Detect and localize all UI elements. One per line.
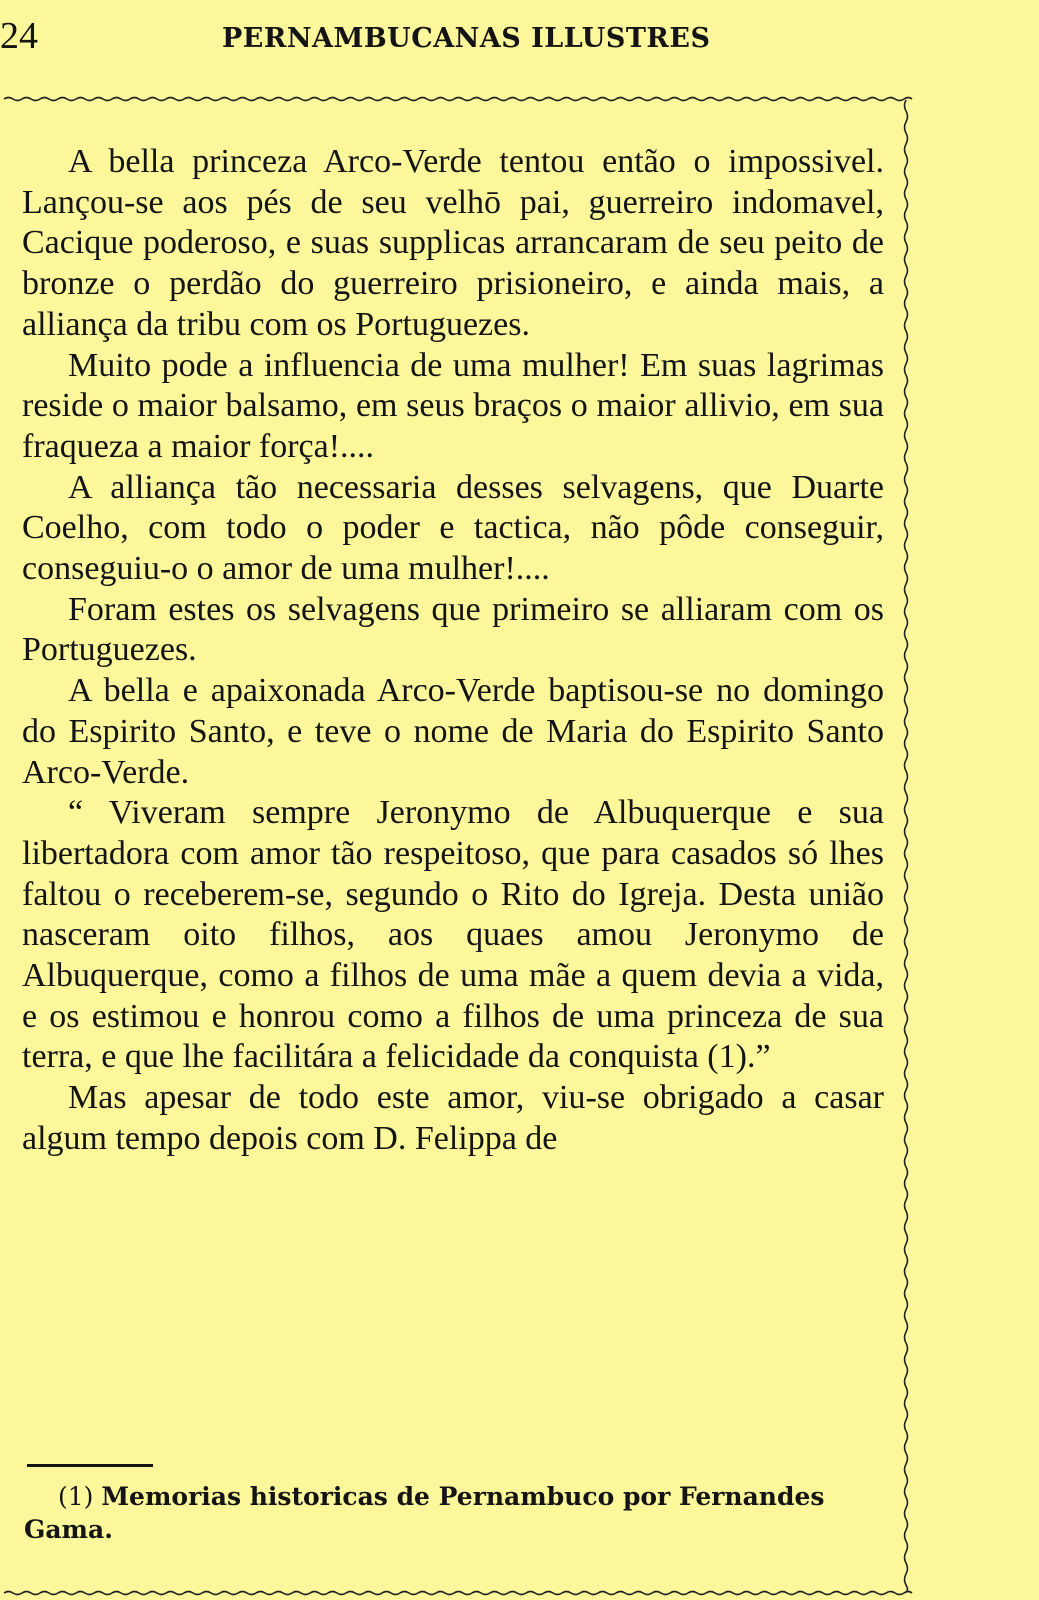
footnote-divider bbox=[27, 1464, 153, 1467]
paragraph: A bella e apaixonada Arco-Verde baptisou-se no domingo do Espirito Santo, e teve o nome de Maria do Espirito Santo Arco-Verde. bbox=[22, 672, 884, 791]
footnote bbox=[24, 1480, 884, 1546]
paragraph: A alliança tão necessaria desses selvagens, que Duarte Coelho, com todo o poder e tactica, não pôde conseguir, conseguiu-o o amor de uma mulher!.... bbox=[22, 468, 884, 588]
paragraph: Muito pode a influencia de uma mulher! Em suas lagrimas reside o maior balsamo, em seus braços o maior allivio, em sua fraqueza a maior força!.... bbox=[22, 346, 884, 465]
border-right-wave bbox=[905, 100, 908, 1592]
page-header bbox=[0, 12, 1039, 62]
footnote-text: Memorias historicas de Pernambuco por Fernandes Gama. bbox=[24, 1482, 825, 1544]
paragraph: Foram estes os selvagens que primeiro se alliaram com os Portuguezes. bbox=[22, 590, 884, 669]
paragraph: Mas apesar de todo este amor, viu-se obrigado a casar algum tempo depois com D. Felippa de bbox=[22, 1079, 884, 1157]
paragraph: A bella princeza Arco-Verde tentou então o impossivel. Lançou-se aos pés de seu velhō pai, guerreiro indomavel, Cacique poderoso, e suas supplicas arrancaram de seu peito de bronze o perdão do guerreiro prisioneiro, e ainda mais, a alliança da tribu com os Portuguezes. bbox=[22, 143, 884, 343]
paragraph: “ Viveram sempre Jeronymo de Albuquerque e sua libertadora com amor tão respeitoso, que para casados só lhes faltou o receberem-se, segundo o Rito do Igreja. Desta união nasceram oito filhos, aos quaes amou Jeronymo de Albuquerque, como a filhos de uma mãe a quem devia a vida, e os estimou e honrou como a filhos de uma princeza de sua terra, e que lhe facilitára a felicidade da conquista (1).” bbox=[22, 794, 884, 1076]
running-title: PERNAMBUCANAS ILLUSTRES bbox=[222, 23, 711, 54]
page-number: 24 bbox=[0, 15, 38, 57]
footnote-marker: (1) bbox=[58, 1482, 94, 1511]
main-text bbox=[22, 142, 884, 1160]
border-top-wave bbox=[4, 98, 912, 101]
border-bottom-wave bbox=[4, 1592, 912, 1595]
